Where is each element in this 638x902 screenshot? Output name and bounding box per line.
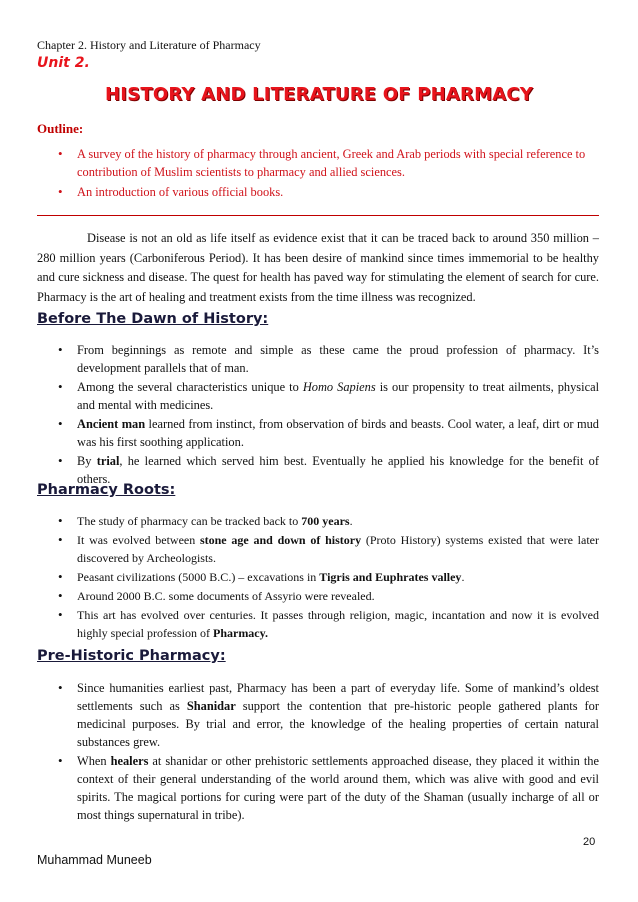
list-item: • Ancient man learned from instinct, from observation of birds and beasts. Cool water, a leaf, dirt or mud was his first soothing application.: [37, 415, 599, 451]
list-item: • From beginnings as remote and simple as these came the proud profession of pharmacy. It’s development parallels that of man.: [37, 341, 599, 377]
list-item: • It was evolved between stone age and down of history (Proto History) systems existed that were later discovered by Archeologists.: [37, 531, 599, 567]
roots-list: [37, 512, 599, 643]
list-item: • Around 2000 B.C. some documents of Assyrio were revealed.: [37, 587, 599, 605]
intro-paragraph: [37, 229, 599, 307]
list-item: • By trial, he learned which served him best. Eventually he applied his knowledge for the benefit of others.: [37, 452, 599, 488]
section-heading-prehistoric: Pre-Historic Pharmacy:: [37, 648, 226, 664]
section-heading-roots: Pharmacy Roots:: [37, 482, 176, 498]
list-item: • Among the several characteristics unique to Homo Sapiens is our propensity to treat ailments, physical and mental with medicines.: [37, 378, 599, 414]
intro-text: Disease is not an old as life itself as evidence exist that it can be traced back to around 350 million – 280 million years (Carboniferous Period). It has been desire of mankind since times immemorial to be healthy and cure sickness and disease. The quest for health has paved way for stimulating the element of search for cure. Pharmacy is the art of healing and treatment exists from the time illness was recognized.: [37, 231, 599, 304]
list-item: • When healers at shanidar or other prehistoric settlements approached disease, they placed it within the context of their general understanding of the world around them, which was alive with good and evil spirits. The magical portions for curing were part of the duty of the Shaman (usually incharge of all or most things supernatural in tribe).: [37, 752, 599, 824]
list-item: • This art has evolved over centuries. It passes through religion, magic, incantation and now it is evolved highly special profession of Pharmacy.: [37, 606, 599, 642]
prehistoric-list: [37, 679, 599, 825]
footer-author: Muhammad Muneeb: [37, 853, 152, 867]
outline-list: [37, 145, 599, 203]
list-item: • Since humanities earliest past, Pharmacy has been a part of everyday life. Some of mankind’s oldest settlements such as Shanidar support the contention that pre-historic people gathered plants for medicinal purposes. By trial and error, the knowledge of the healing properties of certain natural substances grew.: [37, 679, 599, 751]
outline-item: • An introduction of various official books.: [37, 183, 599, 201]
list-item: • The study of pharmacy can be tracked back to 700 years.: [37, 512, 599, 530]
dawn-list: [37, 341, 599, 489]
outline-label: Outline:: [37, 121, 84, 136]
page-title: HISTORY AND LITERATURE OF PHARMACY: [105, 84, 533, 105]
running-header: Chapter 2. History and Literature of Pharmacy: [37, 38, 261, 52]
unit-label: Unit 2.: [37, 55, 90, 71]
outline-item: • A survey of the history of pharmacy through ancient, Greek and Arab periods with special reference to contribution of Muslim scientists to pharmacy and allied sciences.: [37, 145, 599, 181]
page-number: 20: [583, 836, 596, 848]
list-item: • Peasant civilizations (5000 B.C.) – excavations in Tigris and Euphrates valley.: [37, 568, 599, 586]
divider-line: [37, 215, 599, 216]
section-heading-dawn: Before The Dawn of History:: [37, 311, 269, 327]
